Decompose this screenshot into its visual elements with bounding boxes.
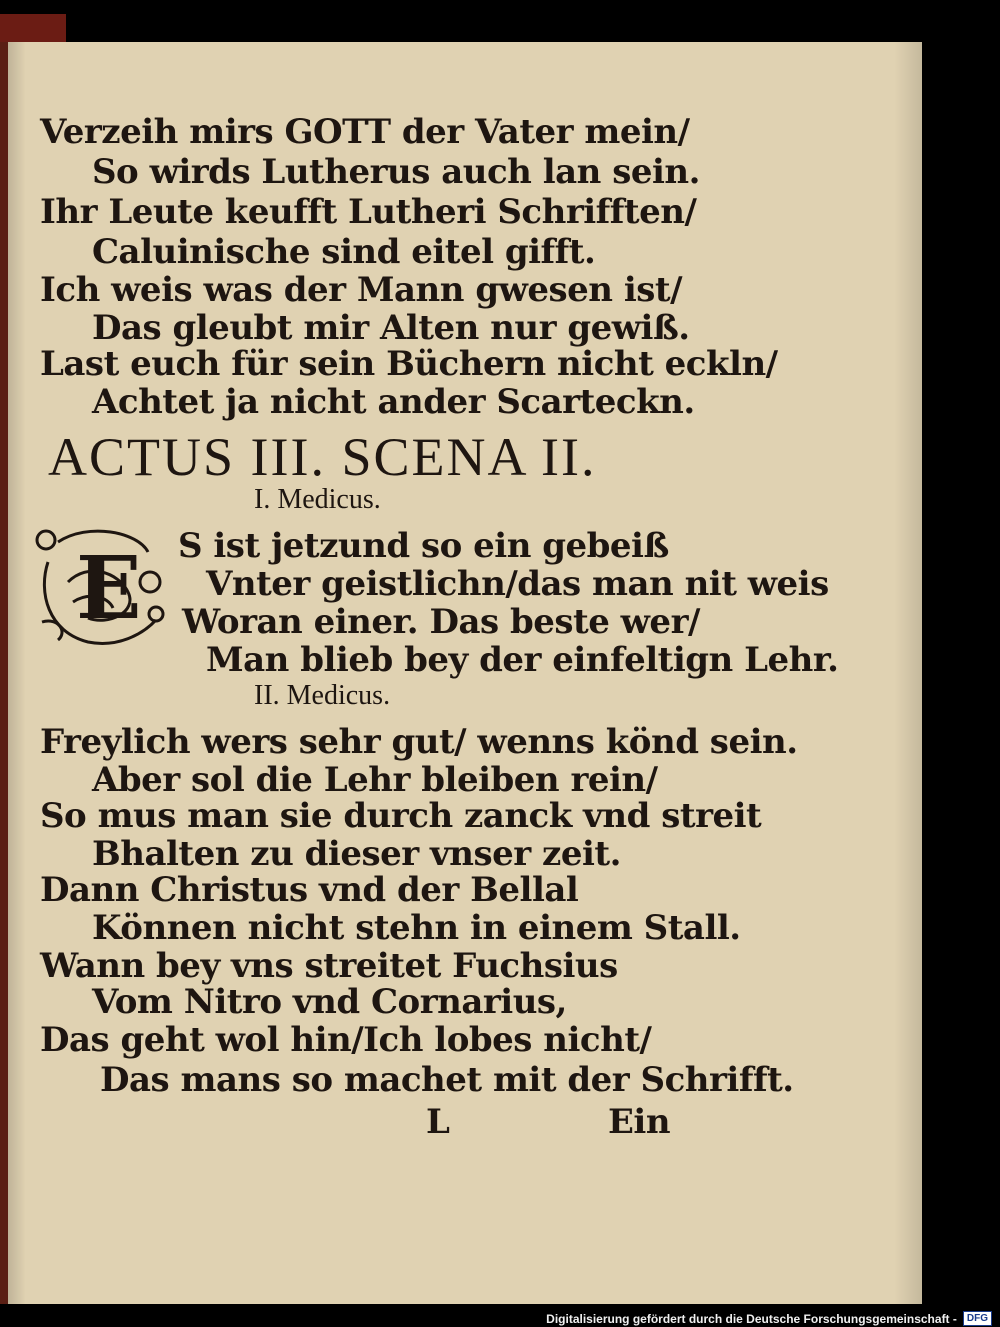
catchword: Ein: [608, 1102, 671, 1142]
verse-line: Das geht wol hin/Ich lobes nicht/: [40, 1020, 652, 1060]
verse-line: Dann Christus vnd der Bellal: [40, 870, 579, 910]
verse-line: Können nicht stehn in einem Stall.: [92, 908, 741, 948]
digitization-footer: [546, 1310, 992, 1327]
speaker-label: I. Medicus.: [254, 484, 381, 515]
verse-line: Caluinische sind eitel gifft.: [92, 232, 596, 272]
decorated-initial: [28, 522, 168, 652]
verse-line: Achtet ja nicht ander Scarteckn.: [92, 382, 695, 422]
speaker-label: II. Medicus.: [254, 680, 391, 711]
verse-line: Ihr Leute keufft Lutheri Schrifften/: [40, 192, 697, 232]
verse-line: Vnter geistlichn/das man nit weis: [206, 564, 829, 604]
verse-line: Woran einer. Das beste wer/: [182, 602, 700, 642]
book-edge-corner: [0, 14, 66, 44]
scene-heading: ACTUS III. SCENA II.: [48, 427, 597, 487]
verse-line: Vom Nitro vnd Cornarius,: [92, 982, 567, 1022]
ornament-icon: [28, 522, 168, 652]
verse-line: Wann bey vns streitet Fuchsius: [40, 946, 618, 986]
signature-mark: L: [426, 1102, 450, 1142]
verse-line: Bhalten zu dieser vnser zeit.: [92, 834, 621, 874]
verse-line: Aber sol die Lehr bleiben rein/: [92, 760, 658, 800]
verse-line: Last euch für sein Büchern nicht eckln/: [40, 344, 778, 384]
verse-line: S ist jetzund so ein gebeiß: [178, 526, 669, 566]
footer-text: Digitalisierung gefördert durch die Deutsche Forschungsgemeinschaft -: [546, 1311, 957, 1326]
verse-line: Verzeih mirs GOTT der Vater mein/: [40, 112, 690, 152]
verse-line: Ich weis was der Mann gwesen ist/: [40, 270, 683, 310]
dfg-logo: DFG: [963, 1311, 992, 1326]
book-spine: [0, 42, 8, 1304]
svg-text:E: E: [76, 538, 142, 639]
verse-line: Das mans so machet mit der Schrifft.: [100, 1060, 794, 1100]
verse-line: Das gleubt mir Alten nur gewiß.: [92, 308, 690, 348]
verse-line: Freylich wers sehr gut/ wenns könd sein.: [40, 722, 798, 762]
verse-line: So mus man sie durch zanck vnd streit: [40, 796, 762, 836]
verse-line: So wirds Lutherus auch lan sein.: [92, 152, 700, 192]
verse-line: Man blieb bey der einfeltign Lehr.: [206, 640, 839, 680]
